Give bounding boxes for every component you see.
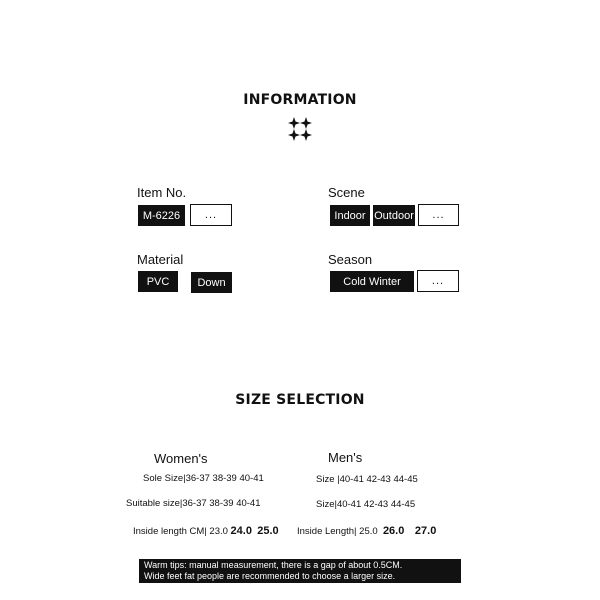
women-inside-length — [133, 525, 279, 537]
season-more-button[interactable]: ... — [417, 270, 459, 292]
season-tag-cold-winter: Cold Winter — [330, 271, 414, 292]
men-size-row1: Size |40-41 42-43 44-45 — [316, 474, 418, 485]
men-inside-length — [297, 525, 436, 537]
sparkle-icon — [287, 116, 313, 147]
item-no-more-button[interactable]: ... — [190, 204, 232, 226]
women-sole-size: Sole Size|36-37 38-39 40-41 — [143, 473, 264, 484]
women-inside-length-value: 25.0 — [257, 525, 279, 537]
material-tag-down: Down — [191, 272, 232, 293]
material-tag-pvc: PVC — [138, 271, 178, 292]
men-header: Men's — [328, 450, 363, 465]
information-title: INFORMATION — [243, 92, 357, 108]
item-no-label: Item No. — [137, 185, 187, 200]
scene-tag-outdoor: Outdoor — [373, 205, 415, 226]
women-inside-length-value: 24.0 — [230, 525, 252, 537]
women-header: Women's — [154, 451, 208, 466]
women-inside-length-label: Inside length CM| — [133, 526, 207, 537]
men-inside-length-label: Inside Length| — [297, 526, 357, 537]
warm-tips-line1: Warm tips: manual measurement, there is a gap of about 0.5CM. — [144, 560, 403, 570]
season-label: Season — [328, 252, 373, 267]
women-inside-length-value: 23.0 — [209, 526, 228, 537]
size-selection-title: SIZE SELECTION — [235, 392, 365, 408]
warm-tips-line2: Wide feet fat people are recommended to choose a larger size. — [144, 571, 396, 581]
women-suitable-size: Suitable size|36-37 38-39 40-41 — [126, 498, 261, 509]
scene-more-button[interactable]: ... — [418, 204, 459, 226]
men-inside-length-value: 26.0 — [382, 525, 405, 537]
scene-label: Scene — [328, 185, 365, 200]
item-no-tag: M-6226 — [138, 205, 185, 226]
men-inside-length-value: 25.0 — [359, 526, 378, 537]
scene-tag-indoor: Indoor — [330, 205, 370, 226]
men-size-row2: Size|40-41 42-43 44-45 — [316, 499, 416, 510]
material-label: Material — [137, 252, 184, 267]
warm-tips-box — [139, 559, 461, 583]
men-inside-length-value: 27.0 — [414, 525, 437, 537]
